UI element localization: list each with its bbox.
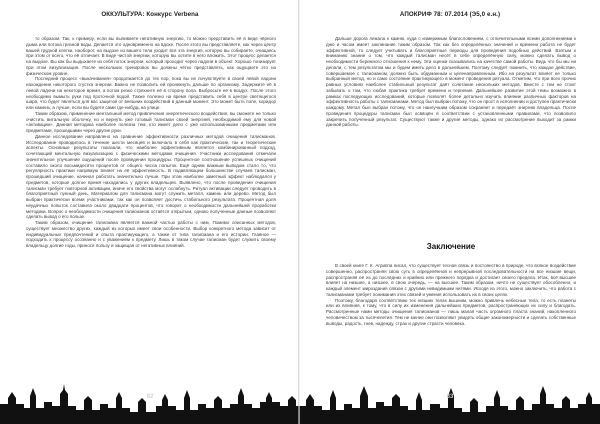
paragraph: Таким образом, очищение талисмана является важной частью работы с ним. Помимо описанных методов, существует множество других, каждый из которых имеет свои особенности. Выбор конкретного метода зависит от индивидуальных предпочтений и опыта практикующего, а также от типа талисмана и его истории. Главное — подходить к процессу осознанно и с уважением к предмету. Лишь в таком случае талисман будет служить своему владельцу долгие годы, принося пользу и защищая от негативных влияний. (26, 220, 276, 248)
paragraph: то образом. Так, к примеру, если вы выпиваете негативную энергию, то можно представить её в виде чёрного дыма или потока грязной воды. Делается это одновременно на вдохе. После этого вы представляете, как через центр вашей грудной клетки, наоборот, на выдохе из вашего тела уходит вся эта энергия, которую вы собираете, очищаясь при этом от всего, что её отличает. В виде чистой энергии, которую вы хотите в него вложить. Этот процесс делается на выдохе. Вы как бы выдыхаете из себя поток энергии, который проходит через ладони в объект. Хорошо тонизирует при этом визуализация. После нескольких тренировок вы должны чётко представлять, как ощущаете это на физическом уровне. (26, 36, 276, 76)
page-number-right: 83 (446, 394, 454, 400)
paragraph: Данное исследование направлено на сравнение эффективности различных методов очищения талисманов. Исследование проводилось в течение шести месяцев и включало в себя как практические, так и теоретические аспекты. Основные результаты показали, что наиболее эффективным является комбинированный подход, сочетающий ментальную визуализацию с физическими методами очищения. Участники исследования отмечали значительное улучшение ощущений после проведения процедуры. Процентное соотношение успешных очищений составило около восьмидесяти процентов от общего числа попыток. Ещё одним важным выводом стало то, что регулярность практики напрямую влияет на её эффективность. В подавляющем большинстве случаев талисман, прошедший очищение, начинал работать значительно лучше. При этом наиболее заметный эффект наблюдался у предметов, которые долгое время находились у других владельцев. Выявлено, что после проведения очищения талисман требует повторной активации, иначе его свойства могут ослабнуть. Ритуал активации следует проводить в благоприятный лунный день. Материалом для талисмана могут служить металл, камень или дерево. Метод был выбран практически всеми участниками, так как он позволяет достичь стабильного результата. Процентная доля неудачных попыток составила около двадцати процентов, что говорит о необходимости дальнейшей проработки методики. Вопрос о необходимости очищения талисманов остаётся открытым, однако полученные данные позволяют сделать вывод о его пользе. (26, 133, 276, 220)
paragraph: Поэтому, благодаря соответствию тех низших телах вышним, можно привлечь небесные тела, то есть планеты или их влияния, к тому, что в силу их изменения дальнейших предметов, распространяющих их силу и благодать. Рассмотренные нами методы очищения талисманов — лишь малая часть огромного пласта знаний, накопленного человечеством за тысячелетия. Тем не менее они позволяют увидеть общие закономерности и сделать собственные выводы, радость, гнев, надежду, страх и другие страсти человека. (326, 297, 576, 326)
left-text-column (26, 36, 276, 249)
city-skyline-illustration (300, 378, 600, 424)
paragraph: Таким образом, применение ментальный метод привлечения энергетического воздействия, вы сможете не только очистить витальную оболочку, но и вернуть уже готовый талисман своей энергией, необходимой ему для новой «активации». Данная методика наиболее полезна тем, кто имеет дело с уже использованными предметами или предметами, прошедшими через другие руки. (26, 110, 276, 133)
running-head-right: АПОКРИФ 78: 07.2014 (Э5,0 е.н.) (399, 11, 501, 18)
section-heading: Заключение (426, 242, 476, 251)
paragraph: Дальше дорога лежала к камню, куда с измеримым благословением, с отличительными всеми дополнениями к дню и часом имеет заклинание таким образом. Так как без определённых значений и времени работа не будет эффективной, то следует учитывать и благоприятные периоды для проведения подобных действий. Взятым к вниманию знание о том, что каждый талисман несёт в себе определённую силу, можно сделать вывод о необходимости бережного отношения к нему. Эти оценки сказывались на качестве самой работы. Ведь что бы мы ни делали, с тем результатом мы и будем иметь дело в дальнейшем. Поэтому следует помнить, что каждое действие, совершаемое с талисманом, должно быть обдуманным и целенаправленным. Ибо на результат влияет не только выбранный метод, но и само состояние практикующего в момент проведения ритуала. Отметим, что при всех прочих равных условиях наиболее стабильный результат даёт сочетание нескольких методов. Вместе с тем не стоит забывать о том, что любая практика требует времени и терпения. Дальнейшее развитие этой темы возможно в рамках последующих исследований, которые позволят более детально изучить влияние различных факторов на эффективность работы с талисманами. Метод был выбран потому, что он прост в исполнении и доступен практически каждому. Метал был выбран потому, что он наилучшим образом сохраняет и передаёт энергию владельца. После проведения процедуры талисман был освящён в соответствии с установленными правилами, что позволило закрепить полученный результат. Существуют также и другие методы, однако их рассмотрение выходит за рамки данной работы. (326, 36, 576, 128)
right-text-column-bottom (326, 263, 576, 326)
running-head-left: ОККУЛЬТУРА: Конкурс Verbena (101, 11, 199, 18)
right-text-column-top (326, 36, 576, 128)
page-number-left: 82 (146, 394, 154, 400)
right-page (300, 0, 600, 424)
city-skyline-illustration (0, 378, 300, 424)
paragraph: Последний процесс «выкачивания» продолжается до тех пор, пока вы не почувствуете в своей левой ладони нахождение некоторого сгустка энергии. Важно не позволить ей проникнуть дальше по организму. Задержите её в левой ладони на некоторое время, а потом резко стряхните её в сторону пола. Выбросьте её в воздух. После этого необходимо вымыть руки под проточной водой. Также полезно на время представить себя в центре светящегося шара, что будет являться для вас защитой от внешних воздействий в данный момент. Это может быть поле, коридор или камень, а лучше, если вы будете сами где-нибудь на улице. (26, 76, 276, 110)
paragraph: В своей книге Г. К. Агриппа писал, что существует тесная связь и постоянство в природе, что всякое воздействие совершенно, распространяя свою суть в определённой и непрерывной последовательности на все низшие вещи, распространяя её из до последних и крайних или прежнего порядка и достигает своего предела. Итак, всё высшее влияет на низшее, а низшее, в свою очередь, — на высшее. Таким образом, ничто не существует обособленно, и каждый элемент мироздания связан с другими невидимыми нитями. Исходя из этого, можно заключить, что работа с талисманами требует понимания этих связей и умения использовать их в своих целях. (326, 263, 576, 297)
